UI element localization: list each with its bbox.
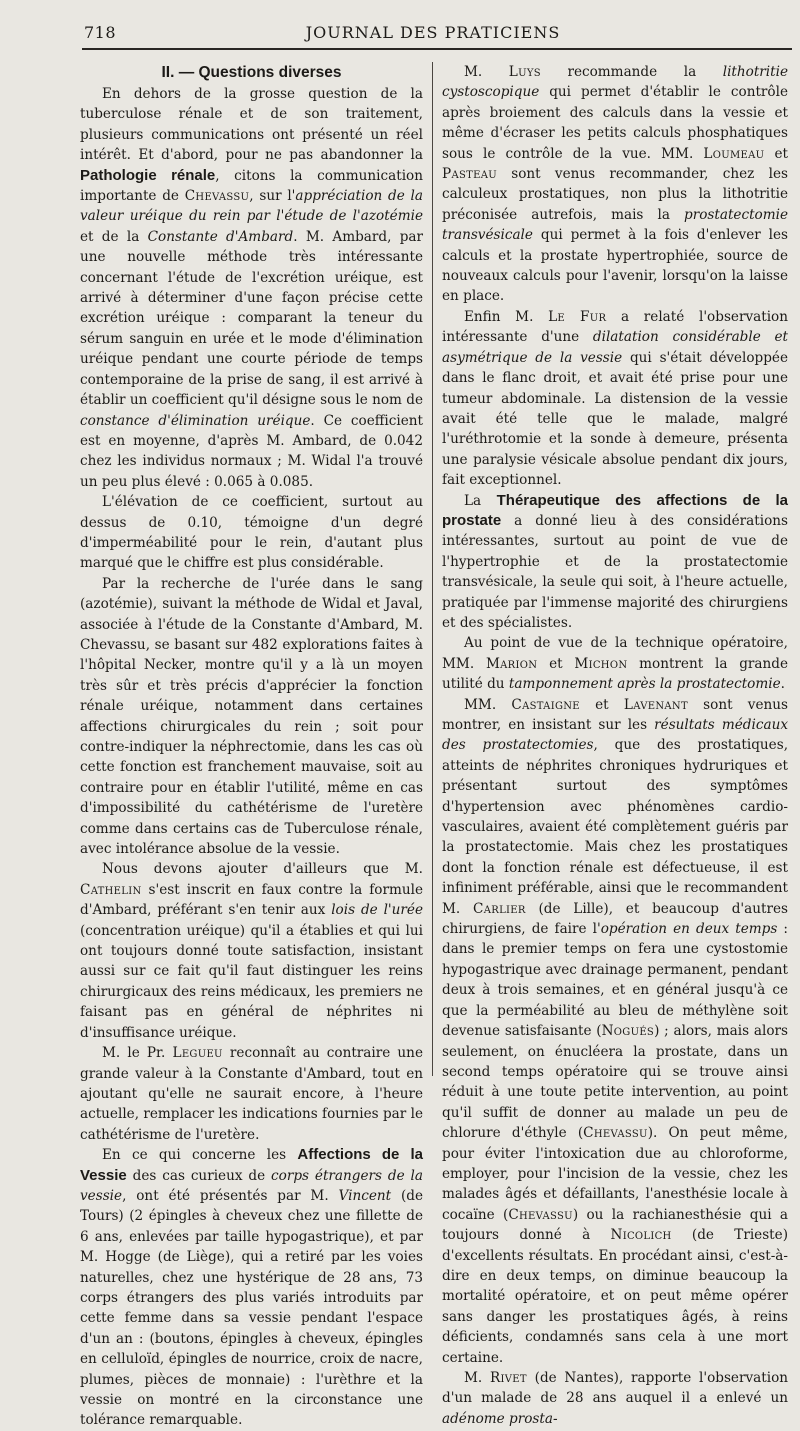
- column-divider: [432, 62, 433, 1076]
- paragraph-marion: Au point de vue de la technique opératoire, MM. Marion et Michon montrent la grande utilité du tamponnement après la prostatectomie.: [442, 635, 789, 693]
- paragraph-vessie: En ce qui concerne les Affections de la Vessie des cas curieux de corps étrangers de la vessie, ont été présentés par M. Vincent (de Tours) (2 épingles à cheveux chez une fillette de 6 ans, enlevées par taille hypogastrique), et par M. Hogge (de Liège), qui a retiré par les voies naturelles, chez une hystérique de 28 ans, 73 corps étrangers des plus variés introduits par cette femme dans sa vessie pendant l'espace d'un an : (boutons, épingles à cheveux, épingles en celluloïd, épingles de nourrice, croix de nacre, plumes, pièces de monnaie) : l'urèthre et la vessie on montré en la circonstance une tolérance remarquable.: [80, 1146, 424, 1429]
- paragraph-le-fur: Enfin M. Le Fur a relaté l'observation intéressante d'une dilatation considérable et asymétrique de la vessie qui s'était développée dans le flanc droit, et avait été prise pour une tumeur abdominale. La distension de la vessie avait été telle que le malade, malgré l'uréthrotomie et la sonde à demeure, présenta une paralysie vésicale absolue pendant dix jours, fait exceptionnel.: [442, 308, 788, 489]
- journal-title: JOURNAL DES PRATICIENS: [305, 23, 561, 42]
- page-number: 718: [84, 23, 117, 42]
- paragraph-castaigne: MM. Castaigne et Lavenant sont venus montrer, en insistant sur les résultats médicaux des prostatectomies, que des prostatiques, atteints de néphrites chroniques hydruriques et présentant surtout des symptômes d'hypertension avec phénomènes cardio-vasculaires, avaient été complètement guéris par la prostatectomie. Mais chez les prostatiques dont la fonction rénale est défectueuse, il est infiniment préférable, ainsi que le recommandent M. Carlier (de Lille), et beaucoup d'autres chirurgiens, de faire l'opération en deux temps : dans le premier temps on fera une cystostomie hypogastrique avec drainage permanent, pendant deux à trois semaines, et en général jusqu'à ce que la perméabilité au bleu de méthylène soit devenue satisfaisante (Nogués) ; alors, mais alors seulement, on énucléera la prostate, dans un second temps opératoire qui se trouve ainsi réduit à une toute petite intervention, au point qu'il suffit de donner au malade un peu de chlorure d'éthyle (Chevassu). On peut même, pour éviter l'intoxication due au chloroforme, employer, pour l'incision de la vessie, chez les malades âgés et défaillants, l'anesthésie locale à cocaïne (Chevassu) ou la rachianesthésie qui a toujours donné à Nicolich (de Trieste) d'excellents résultats. En procédant ainsi, c'est-à-dire en deux temps, on diminue beaucoup la mortalité opératoire, et on peut même opérer sans danger les prostatiques âgés, à reins déficients, condamnés sans cela à une mort certaine.: [442, 696, 789, 1366]
- page-header: [80, 20, 786, 46]
- paragraph-prostate: La Thérapeutique des affections de la prostate a donné lieu à des considérations intéressantes, surtout au point de vue de l'hypertrophie et de la prostatectomie transvésicale, la seule qui soit, à l'heure actuelle, pratiquée par l'immense majorité des chirurgiens et des spécialistes.: [442, 491, 788, 631]
- paragraph-cathelin: Nous devons ajouter d'ailleurs que M. Cathelin s'est inscrit en faux contre la formule d'Ambard, préférant s'en tenir aux lois de l'urée (concentration uréique) qu'il a établies et qui lui ont toujours donné toute satisfaction, insistant aussi sur ce fait qu'il faut distinguer les reins chirurgicaux des reins médicaux, les premiers ne faisant pas en général de néphrites ni d'insuffisance uréique.: [80, 861, 424, 1041]
- right-column: [442, 62, 788, 1429]
- paragraph-coefficient: L'élévation de ce coefficient, surtout au dessus de 0.10, témoigne d'un degré d'imperméabilité pour le rein, d'autant plus marqué que le chiffre est plus considérable.: [80, 494, 423, 572]
- section-heading: II. — Questions diverses: [161, 64, 342, 81]
- header-rule: [82, 48, 792, 50]
- left-column: [80, 62, 423, 1431]
- paragraph-rivet: M. Rivet (de Nantes), rapporte l'observation d'un malade de 28 ans auquel il a enlevé un adénome prosta-: [442, 1370, 789, 1427]
- paragraph-legueu: M. le Pr. Legueu reconnaît au contraire une grande valeur à la Constante d'Ambard, tout en ajoutant qu'elle ne saurait encore, à l'heure actuelle, remplacer les indications fournies par le cathétérisme de l'uretère.: [80, 1045, 423, 1143]
- paragraph-azotemie: Par la recherche de l'urée dans le sang (azotémie), suivant la méthode de Widal et Javal, associée à l'étude de la Constante d'Ambard, M. Chevassu, se basant sur 482 explorations faites à l'hôpital Necker, montre qu'il y a là un moyen très sûr et très précis d'apprécier la fonction rénale uréique, notamment dans certaines affections chirurgicales du rein ; soit pour contre-indiquer la néphrectomie, dans les cas où cette fonction est franchement mauvaise, soit au contraire pour en établir l'utilité, même en cas d'impossibilité du cathétérisme de l'uretère comme dans certains cas de Tuberculose rénale, avec intolérance absolue de la vessie.: [80, 575, 423, 858]
- paragraph-luys: M. Luys recommande la lithotritie cystoscopique qui permet d'établir le contrôle après broiement des calculs dans la vessie et même d'écraser les petits calculs phosphatiques sous le contrôle de la vue. MM. Loumeau et Pasteau sont venus recommander, chez les calculeux prostatiques, non plus la lithotritie préconisée autrefois, mais la prostatectomie transvésicale qui permet à la fois d'enlever les calculs et la prostate hypertrophiée, source de nouveaux calculs pour l'avenir, lorsqu'on la laisse en place.: [442, 64, 788, 305]
- paragraph-pathologie-renale: En dehors de la grosse question de la tuberculose rénale et de son traitement, plusieurs communications ont présenté un réel intérêt. Et d'abord, pour ne pas abandonner la Pathologie rénale, citons la communication importante de Chevassu, sur l'appréciation de la valeur uréique du rein par l'étude de l'azotémie et de la Constante d'Ambard. M. Ambard, par une nouvelle méthode très intéressante concernant l'étude de l'excrétion uréique, est arrivé à déterminer d'une façon précise cette excrétion uréique : comparant la teneur du sérum sanguin en urée et le mode d'élimination uréique pendant une courte période de temps contemporaine de la prise de sang, il est arrivé à établir un coefficient qu'il désigne sous le nom de constance d'élimination uréique. Ce coefficient est en moyenne, d'après M. Ambard, de 0.042 chez les individus normaux ; M. Widal l'a trouvé un peu plus élevé : 0.065 à 0.085.: [80, 86, 424, 490]
